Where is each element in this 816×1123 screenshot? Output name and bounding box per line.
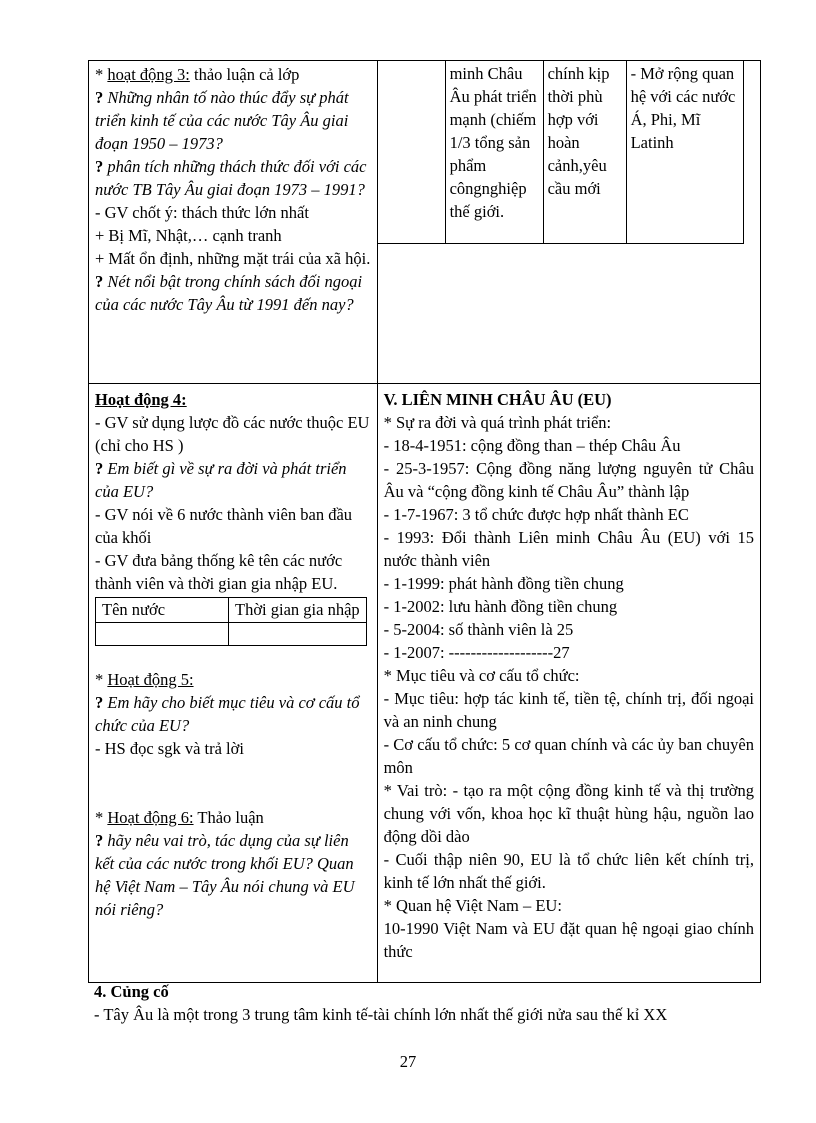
inner-cell-policy: chính kịp thời phù hợp với hoàn cảnh,yêu cầu mới xyxy=(543,61,626,244)
table-header-join-date: Thời gian gia nhập xyxy=(229,598,367,623)
content-line: - Cuối thập niên 90, EU là tổ chức liên kết chính trị, kinh tế lớn nhất thế giới. xyxy=(383,850,754,892)
activity-3-heading: hoạt động 3: xyxy=(107,65,190,84)
inner-table xyxy=(377,60,744,244)
content-line: * Mục tiêu và cơ cấu tổ chức: xyxy=(383,666,580,685)
content-line: * Vai trò: - tạo ra một cộng đồng kinh tế và thị trường chung với vốn, khoa học kĩ thuật hùng hậu, nguồn lao động dồi dào xyxy=(383,781,754,846)
inner-cell-eu-growth: minh Châu Âu phát triển mạnh (chiếm 1/3 tổng sản phẩm côngnghiệp thế giới. xyxy=(445,61,543,244)
table-row xyxy=(89,61,761,384)
table-cell-empty xyxy=(229,623,367,646)
question-4: Em biết gì về sự ra đời và phát triển của EU? xyxy=(95,459,347,501)
question-5: Em hãy cho biết mục tiêu và cơ cấu tổ chức của EU? xyxy=(95,693,360,735)
table-row xyxy=(377,61,743,244)
content-line: - Cơ cấu tổ chức: 5 cơ quan chính và các ủy ban chuyên môn xyxy=(383,735,754,777)
point-1: + Bị Mĩ, Nhật,… cạnh tranh xyxy=(95,226,282,245)
table-row xyxy=(89,384,761,983)
lesson-table xyxy=(88,60,761,983)
section-title: V. LIÊN MINH CHÂU ÂU (EU) xyxy=(383,390,612,409)
question-6: hãy nêu vai trò, tác dụng của sự liên kết của các nước trong khối EU? Quan hệ Việt Nam – Tây Âu nói chung và EU nói riêng? xyxy=(95,831,355,919)
content-line: 10-1990 Việt Nam và EU đặt quan hệ ngoại giao chính thức xyxy=(383,919,754,961)
teacher-note: - GV chốt ý: thách thức lớn nhất xyxy=(95,203,309,222)
content-line: - 18-4-1951: cộng đồng than – thép Châu Âu xyxy=(383,436,681,455)
content-line: - 1-7-1967: 3 tổ chức được hợp nhất thành EC xyxy=(383,505,689,524)
table-cell-empty xyxy=(96,623,229,646)
content-line: - 5-2004: số thành viên là 25 xyxy=(383,620,574,639)
question-3: Nét nổi bật trong chính sách đối ngoại của các nước Tây Âu từ 1991 đến nay? xyxy=(95,272,363,314)
table-header-country: Tên nước xyxy=(96,598,229,623)
activity-4-heading: Hoạt động 4: xyxy=(95,390,187,409)
inner-cell-relations: - Mở rộng quan hệ với các nước Á, Phi, Mĩ Latinh xyxy=(626,61,743,244)
summary-section xyxy=(94,980,774,1026)
summary-heading: 4. Củng cố xyxy=(94,982,169,1001)
page-number: 27 xyxy=(399,1052,417,1071)
eu-content-cell xyxy=(377,384,760,983)
content-line: - 25-3-1957: Cộng đồng năng lượng nguyên tử Châu Âu và “cộng đồng kinh tế Châu Âu” thành lập xyxy=(383,459,754,501)
point-2: + Mất ổn định, những mặt trái của xã hội. xyxy=(95,249,371,268)
table-row xyxy=(96,623,367,646)
content-line: - 1-2002: lưu hành đồng tiền chung xyxy=(383,597,618,616)
content-line: * Quan hệ Việt Nam – EU: xyxy=(383,896,562,915)
activity-5-heading: Hoạt động 5: xyxy=(107,670,194,689)
content-line: - 1-2007: -------------------27 xyxy=(383,643,570,662)
activity-6-heading: Hoạt động 6: xyxy=(107,808,194,827)
inner-cell-empty xyxy=(377,61,445,244)
content-line: * Sự ra đời và quá trình phát triển: xyxy=(383,413,612,432)
content-line: - 1993: Đổi thành Liên minh Châu Âu (EU) với 15 nước thành viên xyxy=(383,528,754,570)
question-1: Những nhân tố nào thúc đẩy sự phát triển kinh tế của các nước Tây Âu giai đoạn 1950 – 1973? xyxy=(95,88,349,153)
table-row xyxy=(96,598,367,623)
activities-4-6-cell: Hoạt động 4: - GV sử dụng lược đồ các nước thuộc EU (chỉ cho HS ) ? Em biết gì về sự ra đời và phát triển của EU? - GV nói về 6 nước thành viên ban đầu của khối - GV đưa bảng thống kê tên các nước thành viên và thời gian gia nhập EU. Tên nước Thời gian gia nhập * Hoạt động 5: ? Em hãy cho biết mục tiêu và cơ cấu tổ chức của EU? - HS đọc sgk và trả lời * Hoạt động 6: Thảo luận ? hãy nêu vai trò, tác dụng của sự liên kết của các nước trong khối EU? Quan hệ Việt Nam – Tây Âu nói chung và EU nói riêng? xyxy=(89,384,378,983)
question-2: phân tích những thách thức đối với các nước TB Tây Âu giai đoạn 1973 – 1991? xyxy=(95,157,367,199)
content-line: - Mục tiêu: hợp tác kinh tế, tiền tệ, chính trị, đối ngoại và an ninh chung xyxy=(383,689,754,731)
summary-text: - Tây Âu là một trong 3 trung tâm kinh tế-tài chính lớn nhất thế giới nửa sau thế kỉ XX xyxy=(94,1005,668,1024)
activity-3-cell: * hoạt động 3: thảo luận cả lớp ? Những nhân tố nào thúc đẩy sự phát triển kinh tế của các nước Tây Âu giai đoạn 1950 – 1973? ? phân tích những thách thức đối với các nước TB Tây Âu giai đoạn 1973 – 1991? - GV chốt ý: thách thức lớn nhất + Bị Mĩ, Nhật,… cạnh tranh + Mất ổn định, những mặt trái của xã hội. ? Nét nổi bật trong chính sách đối ngoại của các nước Tây Âu từ 1991 đến nay? xyxy=(89,61,378,384)
content-line: - 1-1999: phát hành đồng tiền chung xyxy=(383,574,624,593)
members-table xyxy=(95,597,367,646)
content-cell-top xyxy=(377,61,760,384)
